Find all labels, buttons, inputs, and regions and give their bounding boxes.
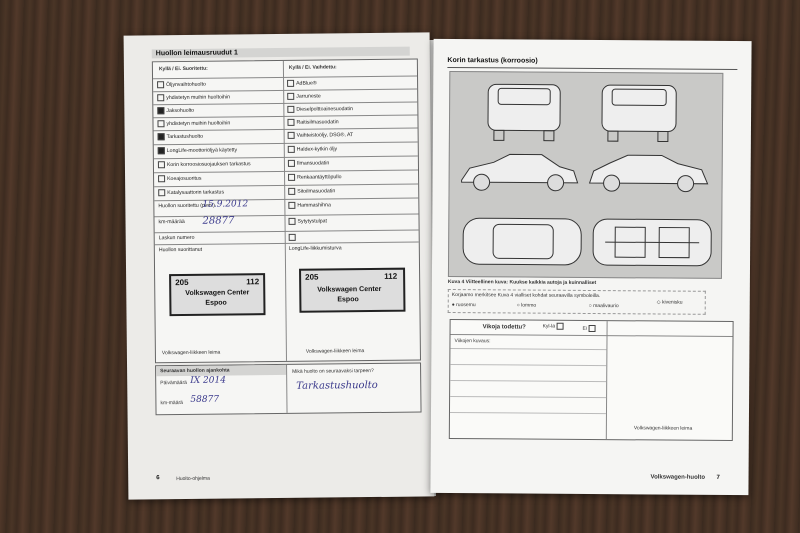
service-table <box>152 59 421 364</box>
list-item: Katalysaattorin tarkastus <box>167 189 225 197</box>
page-number: 6 <box>156 475 160 482</box>
fault-table <box>449 319 734 441</box>
stamp-label: Volkswagen-liikkeen leima <box>633 425 693 432</box>
fault-label: Vikoja todettu? <box>482 324 526 331</box>
next-service-title: Seuraavan huollon ajankohta <box>160 367 230 375</box>
list-item: yhdistetyn muihin huoltoihin <box>166 94 230 102</box>
col-right-header: Kyllä / Ei. Vaihdettu: <box>288 64 337 71</box>
next-km-value: 58877 <box>190 394 220 405</box>
list-item: Raitisilmasuodatin <box>296 119 339 126</box>
list-item: Sytytystulpat <box>297 218 327 225</box>
list-item: Tarkastushuolto <box>166 133 204 141</box>
dealer-stamp: 205 112 Volkswagen Center Espoo <box>299 268 405 313</box>
next-service-table <box>155 363 422 416</box>
list-item: Vaihteistoöljy, DSG®, AT <box>296 132 354 139</box>
list-item: Sitoilmasuodatin <box>297 188 336 195</box>
list-item: Haldex-kytkin öljy <box>296 146 338 153</box>
marking-box <box>448 289 706 315</box>
list-item: Hammashihna <box>297 202 331 209</box>
car-diagram <box>448 71 723 279</box>
col-left-header: Kyllä / Ei. Suoritettu: <box>158 65 208 73</box>
list-item: Laskun numero <box>158 234 195 242</box>
list-item: Renkaantäyttöpullo <box>297 174 342 181</box>
next-date-label: Päivämäärä <box>160 379 187 387</box>
next-km-label: km-määrä <box>160 400 183 407</box>
list-item: Koeajosuoritus <box>167 175 202 183</box>
list-item: Korin korroosiosuojauksen tarkastus <box>166 161 251 169</box>
figure-caption: Kuva 4 Viitteellinen kuva: Kuukse kaikkia autoja ja kuinnalliset <box>447 279 597 287</box>
right-page <box>430 39 751 495</box>
list-item: Öljynvaihtohuolto <box>166 81 206 89</box>
list-item: Ilmansuodatin <box>296 160 330 167</box>
list-item: Jarruneste <box>296 93 321 100</box>
option-rust: ● ruosemu <box>451 302 476 309</box>
handwritten-date: 15.9.2012 <box>202 199 249 210</box>
option-chip: ◇ kivenisku <box>656 299 683 306</box>
car-side-left <box>462 154 578 191</box>
list-item: Jaksohuolto <box>166 107 195 115</box>
page-title: Huollon leimausruudut 1 <box>152 47 410 59</box>
stamp-label: Volkswagen-liikkeen leima <box>161 349 221 357</box>
page-footer: Huolto-ohjelma <box>176 475 210 483</box>
list-item: AdBlue® <box>296 80 317 87</box>
option-dent: ○ lommo <box>516 302 537 309</box>
car-rear-view <box>488 84 560 141</box>
page-title: Korin tarkastus (korroosio) <box>447 56 538 65</box>
car-top-view <box>463 218 581 265</box>
list-item: km-määrää <box>158 218 185 226</box>
which-service-value: Tarkastushuolto <box>296 379 378 392</box>
option-paint: ○ maalivaurio <box>588 302 619 310</box>
list-item: LongLife-liikkumisturva <box>288 245 342 252</box>
list-item: Huollon suoritettu (pvm.) <box>158 202 215 210</box>
list-item: LongLife-moottoriöljyä käytetty <box>166 147 238 155</box>
car-side-right <box>590 155 708 192</box>
marking-text: Korjaamo merkitsee Kuva 4 vialliset kohdat seuraavilla symboleilla. <box>451 292 601 300</box>
dealer-stamp: 205 112 Volkswagen Center Espoo <box>169 273 265 316</box>
list-item: yhdistetyn muihin huoltoihin <box>166 120 231 128</box>
page-number: 7 <box>716 474 720 481</box>
yes-checkbox[interactable]: Kyl-lä <box>543 323 566 330</box>
page-footer: Volkswagen-huolto <box>650 474 706 481</box>
car-front-view <box>602 85 676 142</box>
next-date-value: IX 2014 <box>190 375 226 386</box>
list-item: Huollon suorittanut <box>158 246 203 254</box>
stamp-label: Volkswagen-liikkeen leima <box>305 348 365 355</box>
no-checkbox[interactable]: Ei <box>583 325 598 332</box>
list-item: Dieselpolttoainesuodatin <box>296 106 353 113</box>
handwritten-km: 28877 <box>202 215 235 227</box>
left-page <box>124 32 435 499</box>
fault-list-label: Viikojen kuvaus: <box>454 338 491 345</box>
car-underside-view <box>593 219 711 266</box>
which-service-label: Mikä huolto on seuraavaksi tarpeen? <box>292 368 374 375</box>
